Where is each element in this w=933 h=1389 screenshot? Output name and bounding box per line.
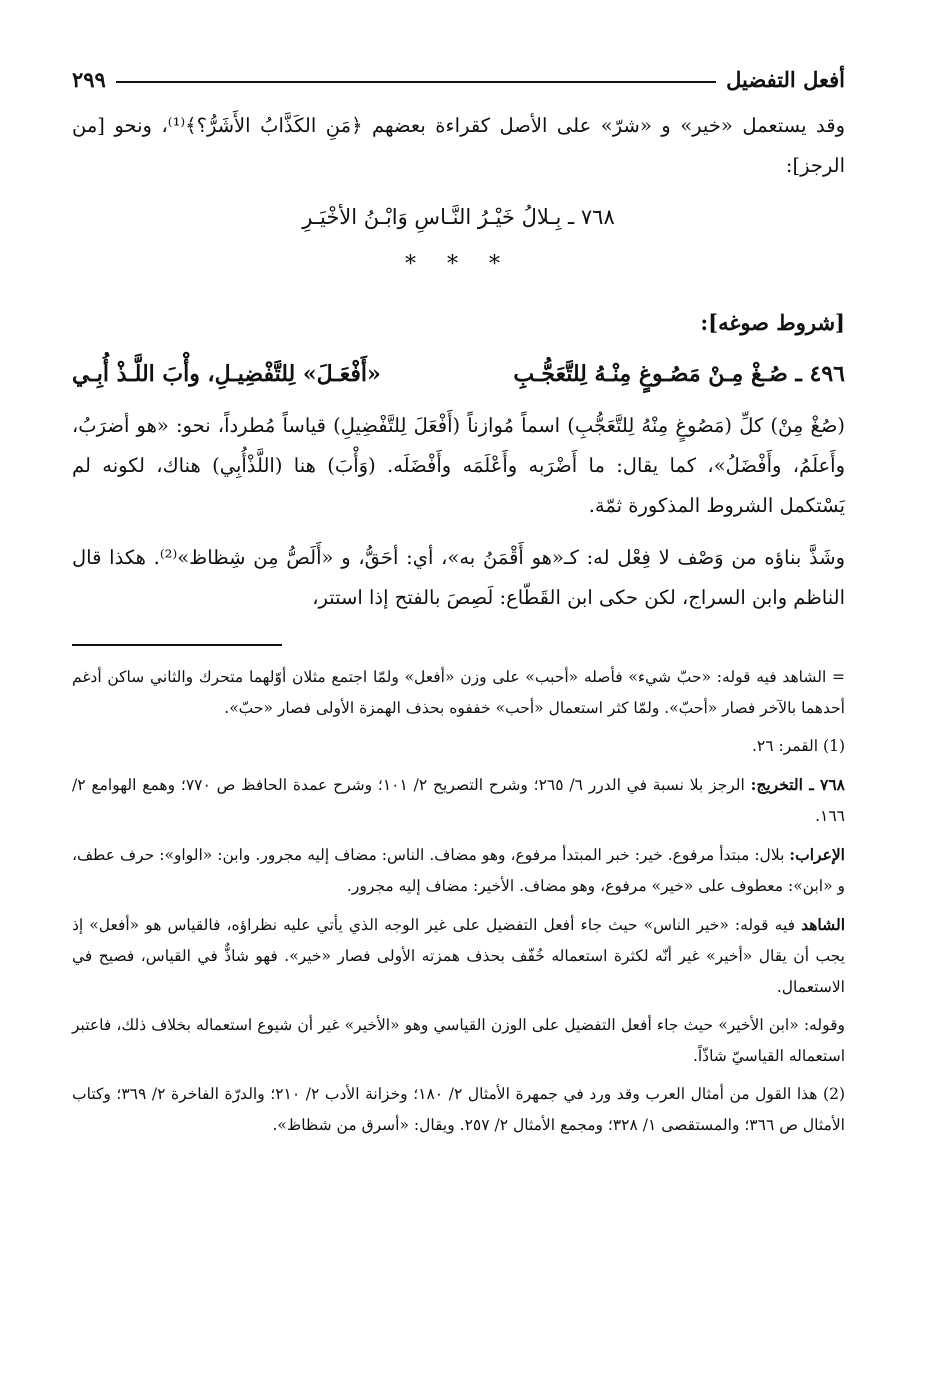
chapter-title: أفعل التفضيل <box>726 67 845 92</box>
alfiya-second-hemistich: «أَفْعَـلَ» لِلتَّفْضِيـلِ، وأْبَ اللَّـذْ أُبِـي <box>72 361 381 387</box>
main-text <box>72 106 845 618</box>
verse-768: ٧٦٨ ـ بِـلالُ خَيْـرُ النَّـاسِ وَابْـنُ الأخْيَـرِ <box>302 205 615 229</box>
footnote-takhrij <box>72 769 845 832</box>
running-header <box>72 52 845 92</box>
alfiya-verse-496 <box>72 354 845 394</box>
intro-paragraph: وقد يستعمل «خير» و «شرّ» على الأصل كقراءة بعضهم ﴿مَنِ الكَذَّابُ الأَشَرُّ؟﴾⁽¹⁾، ونحو [من الرجز]: <box>72 114 845 177</box>
irab-text: بلال: مبتدأ مرفوع. خير: خبر المبتدأ مرفوع، وهو مضاف. الناس: مضاف إليه مجرور. وابن: «الواو»: حرف عطف، و «ابن»: معطوف على «خير» مرفوع، وهو مضاف. الأخير: مضاف إليه مجرور. <box>72 846 845 895</box>
commentary-paragraph-1: (صُغْ مِنْ) كلِّ (مَصُوغٍ مِنْهُ لِلتَّعَجُّبِ) اسماً مُوازناً (أَفْعَلَ لِلتَّفْضِيلِ) قياساً مُطرداً، نحو: «هو أضرَبُ، وأَعلَمُ، وأَفْضَلُ»، كما يقال: ما أَضْرَبه وأَعْلَمَه وأَفْضَلَه. (وَأْبَ) هنا (اللَّذْأُبِي) هناك، لكونه لم يَسْتكمل الشروط المذكورة ثمّة. <box>72 414 845 517</box>
takhrij-text: الرجز بلا نسبة في الدرر ٦/ ٢٦٥؛ وشرح التصريح ٢/ ١٠١؛ وشرح عمدة الحافظ ص ٧٧٠؛ وهمع الهوامع ٢/ ١٦٦. <box>72 776 845 825</box>
shahid-text: فيه قوله: «خير الناس» حيث جاء أفعل التفضيل على غير الوجه الذي يأتي عليه نظراؤه، فالقياس هو «أفعل» إذ يجب أن يقال «أخير» غير أنّه لكثرة استعماله خُفّف بحذف همزته الأولى فصار «خير». فهو شاذٌّ في القياس، فصيح في الاستعمال. <box>72 916 845 996</box>
footnote-separator <box>72 644 282 646</box>
commentary-paragraph-2: وشَذَّ بناؤه من وَصْف لا فِعْل له: كـ«هو أَقْمَنُ به»، أي: أحَقُّ، و «أَلَصُّ مِن شِظاظ»⁽²⁾. هكذا قال الناظم وابن السراج، لكن حكى ابن القَطّاع: لَصِصَ بالفتح إذا استتر، <box>72 546 845 609</box>
page-number: ٢٩٩ <box>72 67 106 92</box>
header-rule <box>116 81 716 83</box>
footnotes <box>72 662 845 1141</box>
irab-label: الإعراب: <box>789 845 845 864</box>
footnote-continuation: = الشاهد فيه قوله: «حبّ شيء» فأصله «أحبب» على وزن «أفعل» ولمّا اجتمع مثلان أوّلهما متحرك والثاني ساكن أدغم أحدهما بالآخر فصار «أحبّ». ولمّا كثر استعمال «أحب» خففوه بحذف الهمزة الأولى فصار «حبّ». <box>72 668 845 717</box>
page <box>72 52 845 1148</box>
alfiya-first-hemistich: ٤٩٦ ـ صُـغْ مِـنْ مَصُـوغٍ مِنْـهُ لِلتَّعَجُّـبِ <box>513 361 845 387</box>
footnote-shahid-2: وقوله: «ابن الأخير» حيث جاء أفعل التفضيل على الوزن القياسي وهو «الأخير» غير أن شيوع استعماله بخلاف ذلك، فاعتبر استعماله القياسيّ شاذّاً. <box>72 1016 845 1065</box>
footnote-1: (1) القمر: ٢٦. <box>751 737 845 755</box>
section-heading: [شروط صوغه]: <box>700 310 845 335</box>
section-stars: * * * <box>405 252 512 277</box>
takhrij-label: ٧٦٨ ـ التخريج: <box>750 775 846 794</box>
footnote-shahid <box>72 909 845 1003</box>
shahid-label: الشاهد <box>801 915 845 934</box>
footnote-2: (2) هذا القول من أمثال العرب وقد ورد في جمهرة الأمثال ٢/ ١٨٠؛ وخزانة الأدب ٢/ ٢١٠؛ والدرّة الفاخرة ٢/ ٣٦٩؛ وكتاب الأمثال ص ٣٦٦؛ والمستقصى ١/ ٣٢٨؛ ومجمع الأمثال ٢/ ٢٥٧. ويقال: «أسرق من شظاظ». <box>72 1085 845 1134</box>
footnote-irab <box>72 839 845 902</box>
